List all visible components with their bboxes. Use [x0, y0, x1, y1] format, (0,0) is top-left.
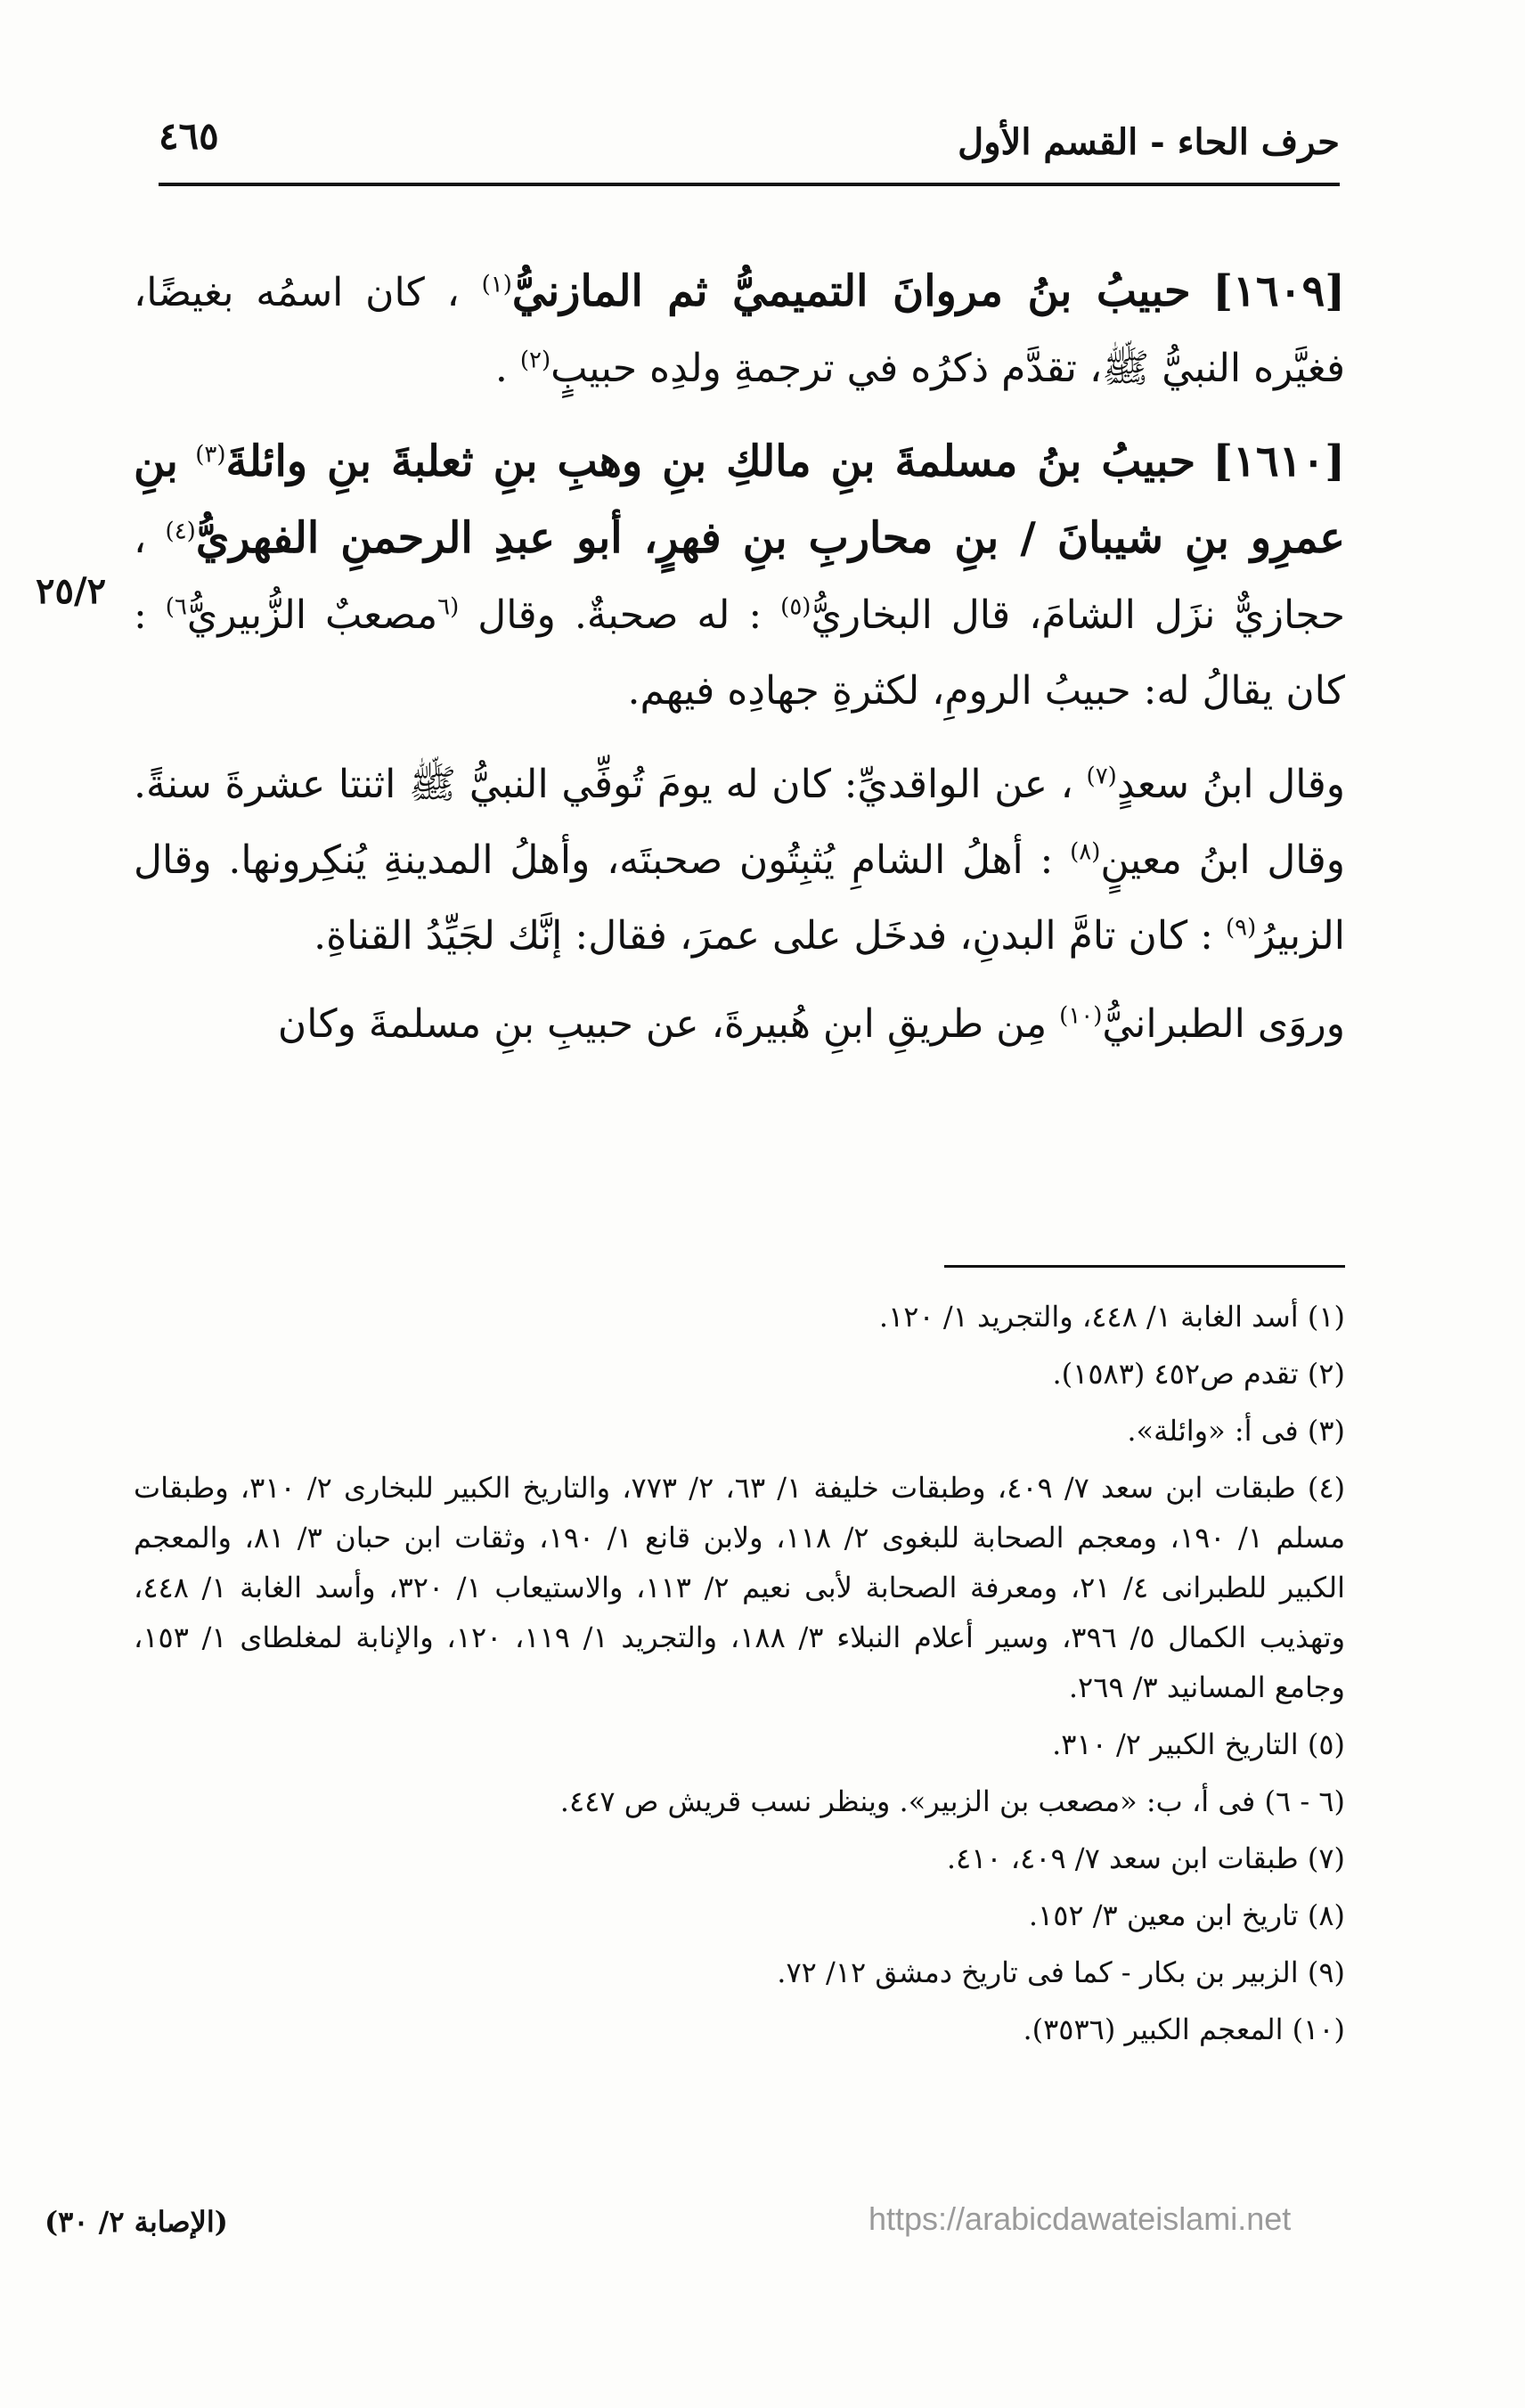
- footnotes: [134, 1292, 1345, 2061]
- footnote-marker[interactable]: (٢): [519, 347, 551, 374]
- footnote: (٣) فى أ: «وائلة».: [1127, 1414, 1345, 1448]
- footnote: (١٠) المعجم الكبير (٣٥٣٦).: [1023, 2012, 1345, 2046]
- footnote-marker[interactable]: (١): [481, 271, 512, 298]
- entry-name: حبيبُ بنُ مروانَ التميميُّ ثم المازنيُّ: [511, 266, 1191, 316]
- header-rule: [159, 183, 1340, 186]
- entry-number: [١٦١٠]: [1212, 437, 1345, 486]
- footnote-marker[interactable]: (٦: [437, 593, 460, 621]
- paragraph-text: : كان تامَّ البدنِ، فدخَل على عمرَ، فقال: إنَّك لجَيِّدُ القناةِ.: [314, 913, 1213, 959]
- page-header: [159, 114, 1340, 176]
- entry-text-end: .: [494, 346, 508, 391]
- entry-name: حبيبُ بنُ مسلمةَ بنِ مالكِ بنِ وهبِ بنِ ثعلبةَ بنِ وائلةَ: [225, 437, 1196, 486]
- footnote-marker[interactable]: (٩): [1226, 914, 1257, 942]
- page-number: ٤٦٥: [159, 114, 219, 158]
- footnote: (٦ - ٦) فى أ، ب: «مصعب بن الزبير». وينظر نسب قريش ص ٤٤٧.: [559, 1784, 1345, 1818]
- footnote-marker[interactable]: (٧): [1086, 763, 1117, 790]
- entry-text: ، كان اسمُه بغيضًا، فغيَّره النبيُّ ﷺ، تقدَّم ذكرُه في ترجمةِ ولدِه حبيبٍ: [134, 270, 1345, 391]
- footer-reference: (الإصابة ٢/ ٣٠): [45, 2205, 228, 2239]
- footnote-marker[interactable]: (٤): [165, 518, 196, 545]
- paragraph-text: مِن طريقِ ابنِ هُبيرةَ، عن حبيبِ بنِ مسلمةَ وكان: [277, 1001, 1048, 1047]
- entry-text: ، حجازيٌّ نزَل الشامَ، قال البخاريُّ: [134, 517, 1345, 638]
- paragraph: [134, 986, 1345, 1062]
- paragraph-text: وروَى الطبرانيُّ: [1102, 1001, 1345, 1047]
- entry-1609: [134, 254, 1345, 406]
- footnote: (٢) تقدم ص٤٥٢ (١٥٨٣).: [1052, 1357, 1345, 1391]
- footnote: (١) أسد الغابة ١/ ٤٤٨، والتجريد ١/ ١٢٠.: [878, 1300, 1345, 1334]
- paragraph-text: وقال ابنُ سعدٍ: [1116, 762, 1345, 807]
- footnote-marker[interactable]: (٨): [1070, 838, 1101, 866]
- footnote: (٥) التاريخ الكبير ٢/ ٣١٠.: [1052, 1727, 1345, 1761]
- entry-text: مصعبٌ الزُّبيريُّ: [186, 592, 438, 638]
- footnote-rule: [944, 1265, 1345, 1268]
- paragraph-text: ، عن الواقديِّ: كان له يومَ تُوفِّي النبيُّ ﷺ اثنتا عشرةَ سنةً. وقال ابنُ معينٍ: [134, 762, 1345, 883]
- watermark-url[interactable]: https://arabicdawateislami.net: [869, 2200, 1292, 2237]
- entry-text: : له صحبةٌ. وقال: [477, 592, 762, 638]
- margin-reference: ٢٥/٢: [36, 570, 107, 612]
- footnote: (٧) طبقات ابن سعد ٧/ ٤٠٩، ٤١٠.: [946, 1841, 1345, 1875]
- main-text: [134, 254, 1345, 1074]
- footnote: (٤) طبقات ابن سعد ٧/ ٤٠٩، وطبقات خليفة ١/ ٦٣، ٢/ ٧٧٣، والتاريخ الكبير للبخارى ٢/ ٣١٠، وطبقات مسلم ١/ ١٩٠، ومعجم الصحابة للبغوى ٢/ ١١٨، ولابن قانع ١/ ١٩٠، وثقات ابن حبان ٣/ ٨١، والمعجم الكبير للطبرانى ٤/ ٢١، ومعرفة الصحابة لأبى نعيم ٢/ ١١٣، والاستيعاب ١/ ٣٢٠، وأسد الغابة ١/ ٤٤٨، وتهذيب الكمال ٥/ ٣٩٦، وسير أعلام النبلاء ٣/ ١٨٨، والتجريد ١/ ١١٩، ١٢٠، والإنابة لمغلطاى ١/ ١٥٣، وجامع المسانيد ٣/ ٢٦٩.: [134, 1471, 1346, 1704]
- footnote-marker[interactable]: (١٠): [1059, 1002, 1103, 1030]
- paragraph-text: : أهلُ الشامِ يُثبِتُون صحبتَه، وأهلُ المدينةِ يُنكِرونها. وقال الزبيرُ: [134, 837, 1345, 959]
- entry-text: : كان يقالُ له: حبيبُ الرومِ، لكثرةِ جهادِه فيهم.: [134, 592, 1345, 714]
- entry-number: [١٦٠٩]: [1212, 266, 1345, 316]
- running-title: حرف الحاء - القسم الأول: [958, 121, 1340, 163]
- footnote-marker[interactable]: (٣): [195, 441, 226, 469]
- footnote: (٨) تاريخ ابن معين ٣/ ١٥٢.: [1028, 1898, 1345, 1932]
- paragraph: [134, 747, 1345, 974]
- footnote-marker[interactable]: (٥): [780, 593, 811, 621]
- entry-1610: [134, 424, 1345, 729]
- footnote: (٩) الزبير بن بكار - كما فى تاريخ دمشق ١٢/ ٧٢.: [777, 1955, 1345, 1989]
- entry-name-continued: بنِ عمرِو بنِ شيبانَ / بنِ محاربِ بنِ فهرٍ، أبو عبدِ الرحمنِ الفهريُّ: [134, 437, 1345, 563]
- footnote-marker[interactable]: ٦): [165, 593, 187, 621]
